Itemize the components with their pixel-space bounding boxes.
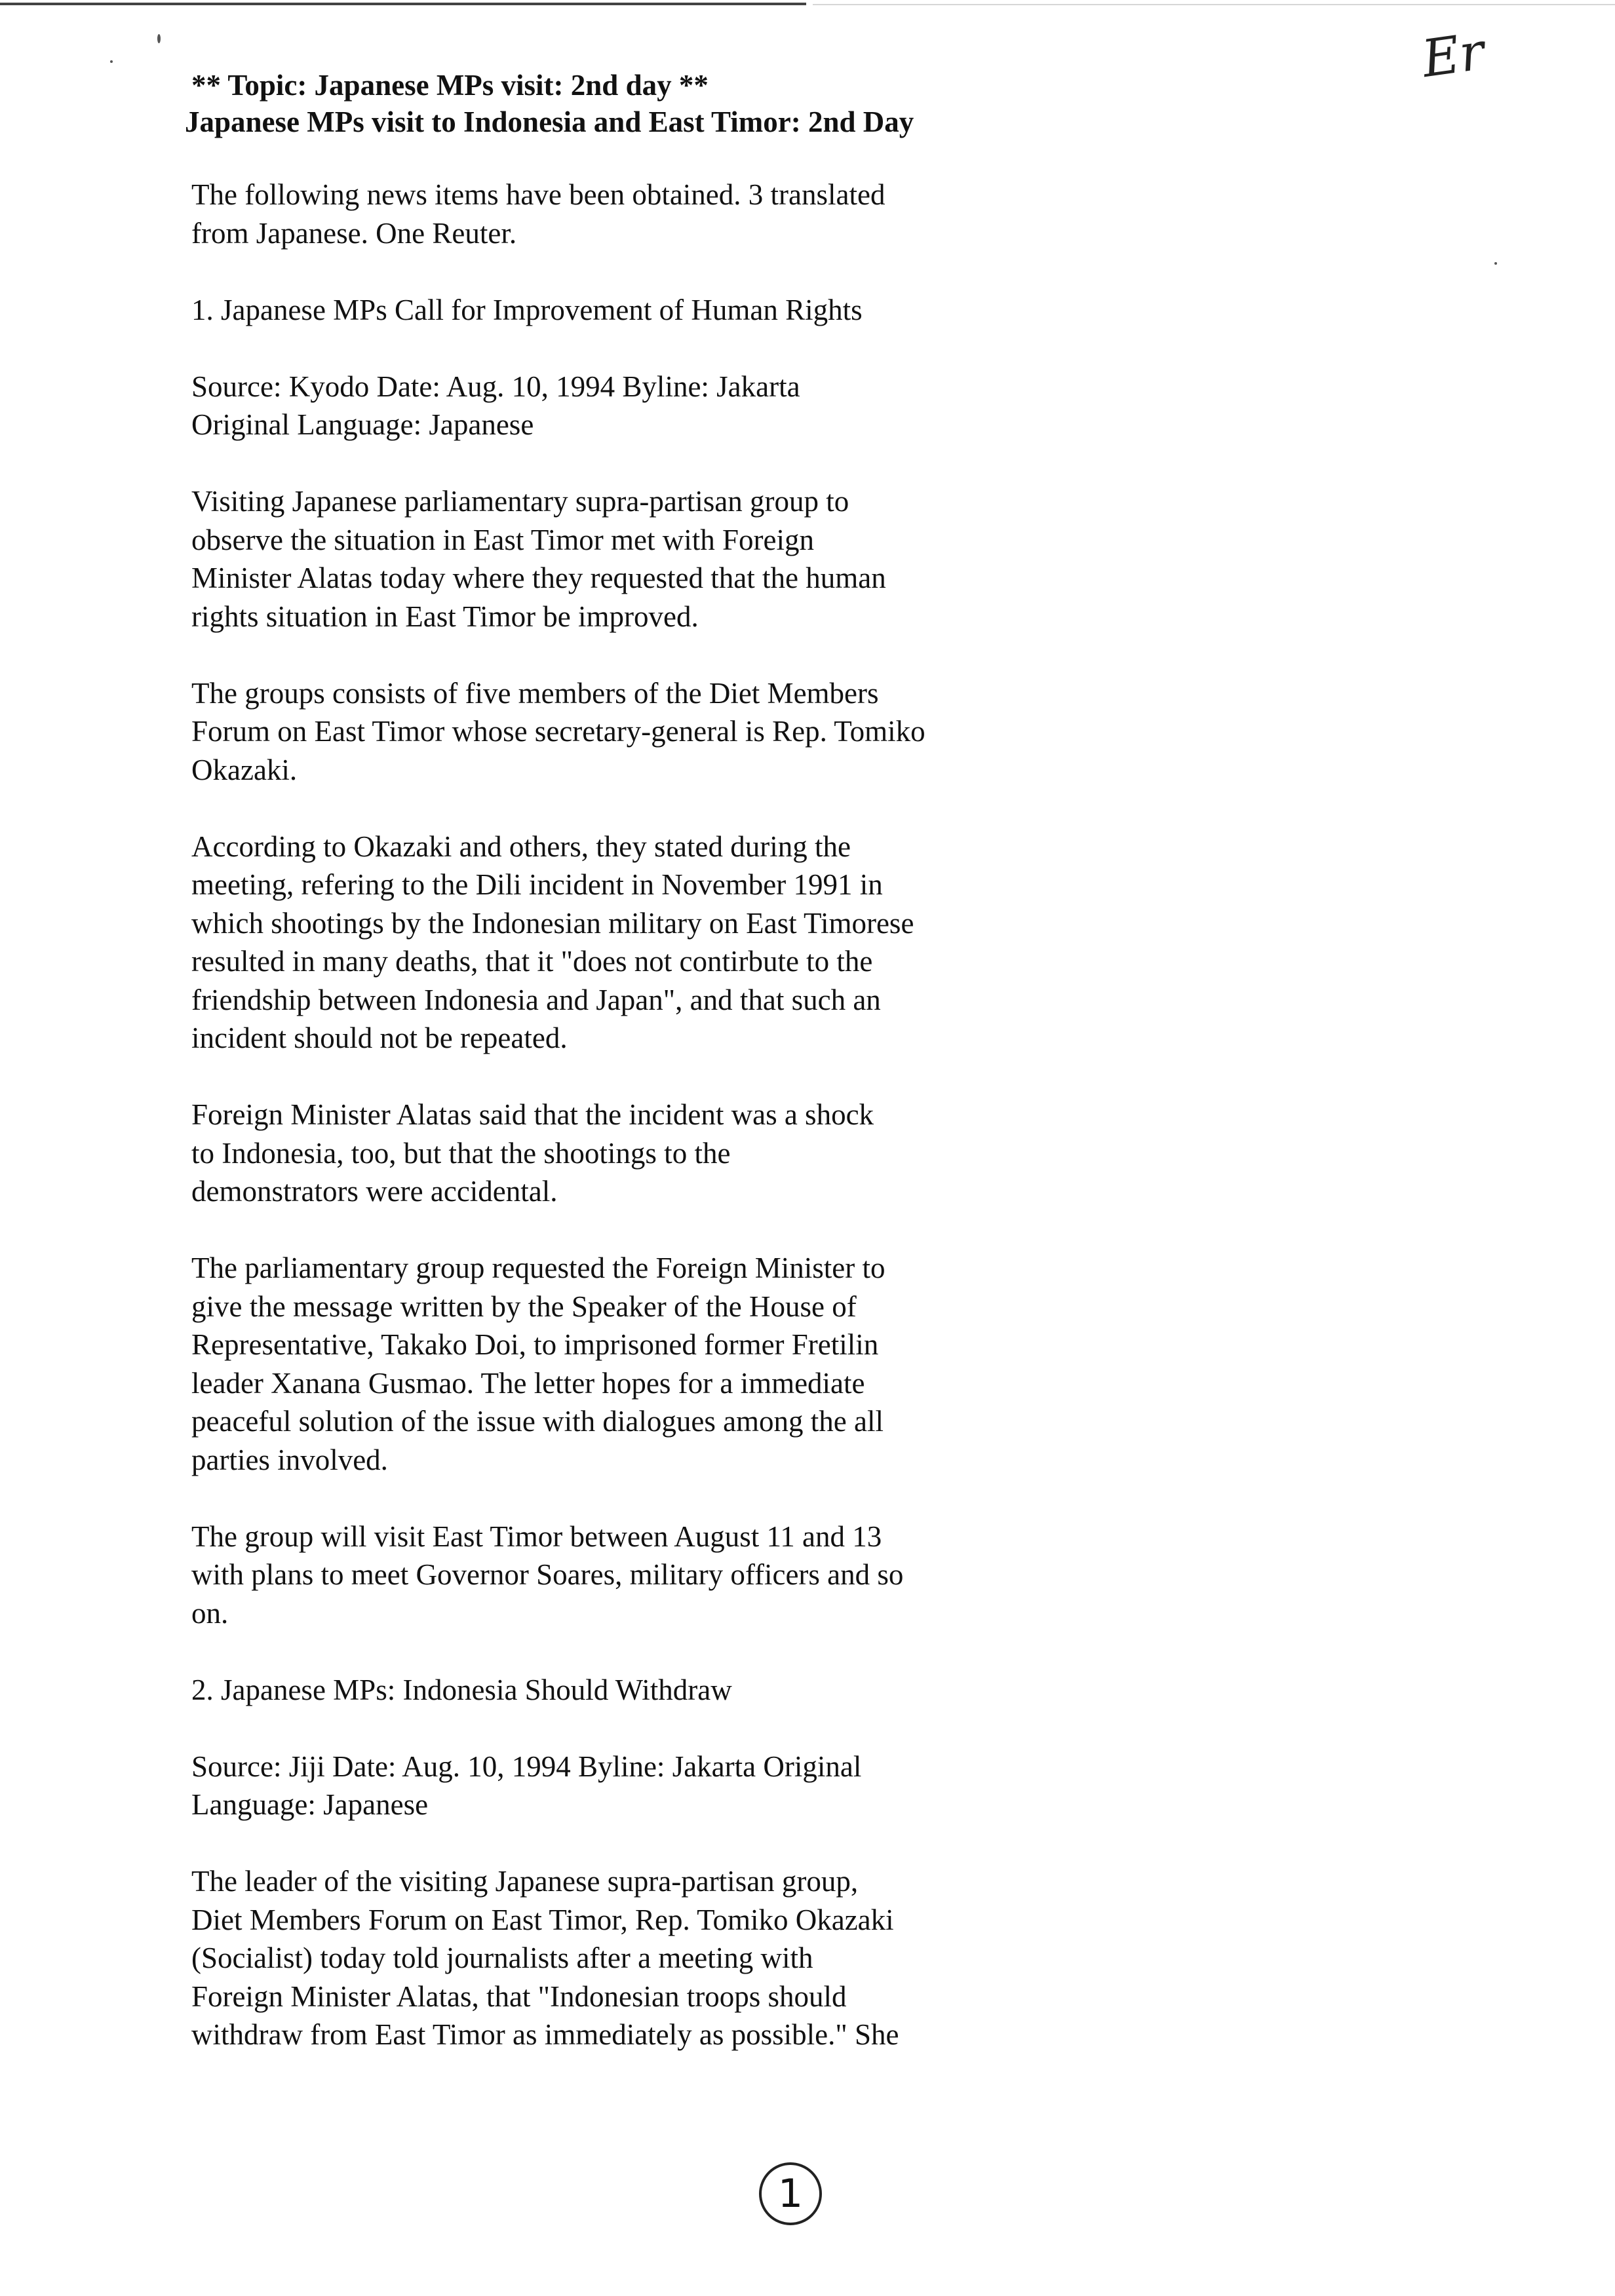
item-1-paragraph: According to Okazaki and others, they stated during the meeting, refering to the Dili incident in November 1991 in which shootings by the Indonesian military on East Timorese resulted in many deaths, that it "does not contirbute to the friendship between Indonesia and Japan", and that such an incident should not be repeated.	[191, 830, 914, 1054]
top-edge-rule-faint	[813, 4, 1615, 5]
handwritten-annotation: Er	[1418, 22, 1488, 90]
article-body	[191, 176, 1437, 2092]
item-1-paragraph: The parliamentary group requested the Foreign Minister to give the message written by the Speaker of the House of Representative, Takako Doi, to imprisoned former Fretilin leader Xanana Gusmao. The letter hopes for a immediate peaceful solution of the issue with dialogues among the all parties involved.	[191, 1252, 885, 1476]
scan-speck	[110, 60, 113, 63]
item-2-paragraph: The leader of the visiting Japanese supra-partisan group, Diet Members Forum on East Timor, Rep. Tomiko Okazaki (Socialist) today told journalists after a meeting with Foreign Minister Alatas, that "Indonesian troops should withdraw from East Timor as immediately as possible." She	[191, 1865, 899, 2051]
item-1-paragraph: The groups consists of five members of the Diet Members Forum on East Timor whose secretary-general is Rep. Tomiko Okazaki.	[191, 676, 925, 786]
item-1-paragraph: The group will visit East Timor between August 11 and 13 with plans to meet Governor Soares, military officers and so on.	[191, 1520, 904, 1630]
scan-speck	[157, 34, 161, 43]
item-1-paragraph: Foreign Minister Alatas said that the incident was a shock to Indonesia, too, but that the shootings to the demonstrators were accidental.	[191, 1098, 874, 1208]
item-2-heading: 2. Japanese MPs: Indonesia Should Withdraw	[191, 1673, 732, 1706]
intro-paragraph: The following news items have been obtained. 3 translated from Japanese. One Reuter.	[191, 178, 885, 250]
item-2-source: Source: Jiji Date: Aug. 10, 1994 Byline: Jakarta Original Language: Japanese	[191, 1750, 862, 1821]
topic-line: ** Topic: Japanese MPs visit: 2nd day **	[191, 69, 709, 102]
item-1-heading: 1. Japanese MPs Call for Improvement of Human Rights	[191, 293, 863, 326]
top-edge-rule	[0, 3, 806, 5]
page-number-circled: 1	[759, 2162, 822, 2225]
document-title: Japanese MPs visit to Indonesia and East Timor: 2nd Day	[185, 105, 914, 138]
scan-speck	[1494, 262, 1497, 265]
item-1-source: Source: Kyodo Date: Aug. 10, 1994 Byline: Jakarta Original Language: Japanese	[191, 370, 800, 441]
item-1-paragraph: Visiting Japanese parliamentary supra-partisan group to observe the situation in East Timor met with Foreign Minister Alatas today where they requested that the human rights situation in East Timor be improved.	[191, 485, 886, 633]
